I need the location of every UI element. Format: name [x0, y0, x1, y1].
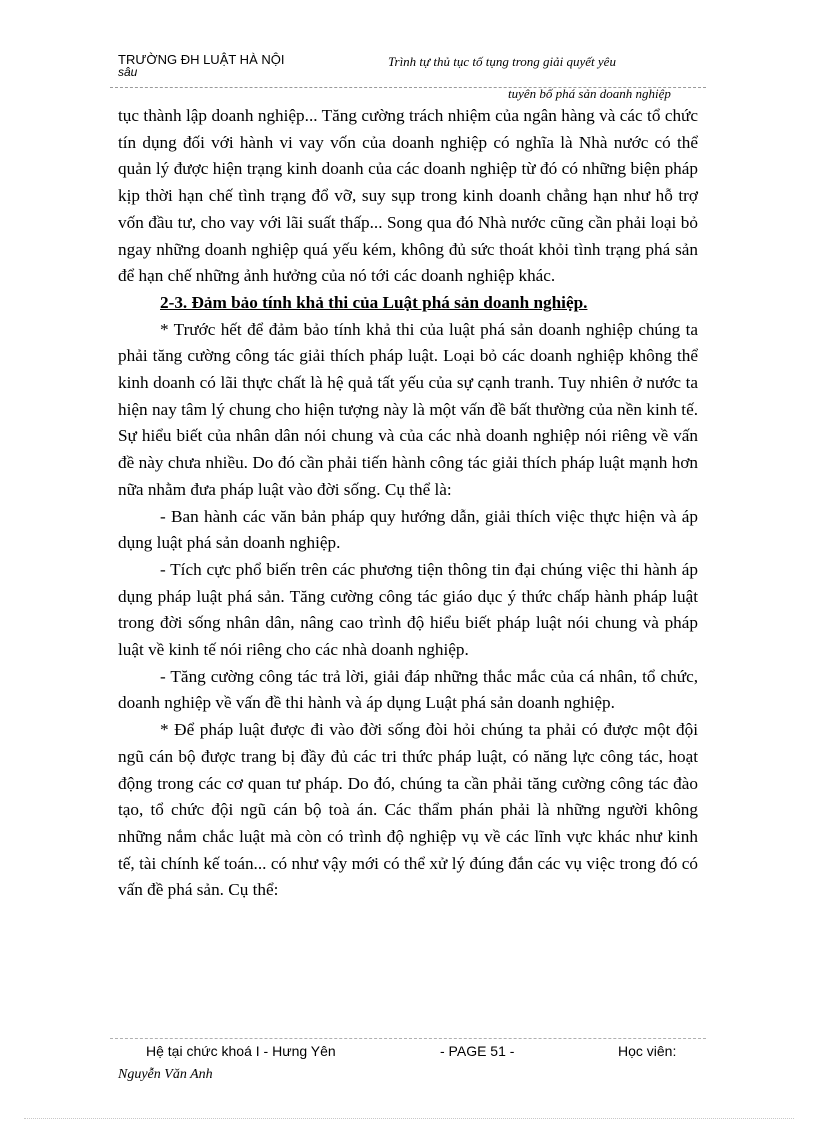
title-line-2: tuyên bố phá sản doanh nghiệp: [508, 86, 671, 101]
paragraph-2: * Trước hết để đảm bảo tính khả thi của luật phá sản doanh nghiệp chúng ta phải tăng cường công tác giải thích pháp luật. Loại bỏ các doanh nghiệp không thể kinh doanh có lãi thực chất là hệ quả tất yếu của sự cạnh tranh. Tuy nhiên ở nước ta hiện nay tâm lý chung cho hiện tượng này là một vấn đề bất thường của nền kinh tế. Sự hiểu biết của nhân dân nói chung và của các nhà doanh nghiệp nói riêng về vấn đề này chưa nhiều. Do đó cần phải tiến hành công tác giải thích pháp luật mạnh hơn nữa nhằm đưa pháp luật vào đời sống. Cụ thể là:: [118, 319, 698, 499]
student-label: Học viên:: [618, 1043, 677, 1059]
header-title: [388, 55, 698, 100]
page-number: - PAGE 51 -: [440, 1043, 515, 1059]
paragraph-5: - Tăng cường công tác trả lời, giải đáp những thắc mắc của cá nhân, tổ chức, doanh nghiệp về vấn đề thi hành và áp dụng Luật phá sản doanh nghiệp.: [118, 666, 698, 713]
paragraph-4: - Tích cực phổ biến trên các phương tiện thông tin đại chúng việc thi hành áp dụng pháp luật phá sản. Tăng cường công tác giáo dục ý thức chấp hành pháp luật trong đời sống nhân dân, nâng cao trình độ hiểu biết pháp luật nói chung và pháp luật về kinh tế nói riêng cho các nhà doanh nghiệp.: [118, 559, 698, 660]
paragraph-1: tục thành lập doanh nghiệp... Tăng cường trách nhiệm của ngân hàng và các tổ chức tín dụng đối với hành vi vay vốn của doanh nghiệp có nghĩa là Nhà nước có thể quản lý được hiện trạng kinh doanh của các doanh nghiệp từ đó có những biện pháp kịp thời hạn chế tình trạng đổ vỡ, suy sụp trong kinh doanh chẳng hạn như hỗ trợ vốn đầu tư, cho vay với lãi suất thấp... Song qua đó Nhà nước cũng cần phải loại bỏ ngay những doanh nghiệp quá yếu kém, không đủ sức thoát khỏi tình trạng phá sản để hạn chế những ảnh hưởng của nó tới các doanh nghiệp khác.: [118, 106, 698, 286]
section-heading: 2-3. Đảm bảo tính khả thi của Luật phá sản doanh nghiệp.: [160, 292, 588, 312]
header-school: [118, 53, 284, 79]
document-body: [118, 103, 698, 904]
class-info: Hệ tại chức khoá I - Hưng Yên: [146, 1043, 336, 1059]
header-divider: [110, 87, 706, 88]
paragraph-6: * Để pháp luật được đi vào đời sống đòi hỏi chúng ta phải có được một đội ngũ cán bộ được trang bị đầy đủ các tri thức pháp luật, có năng lực công tác, hoạt động trong các cơ quan tư pháp. Do đó, chúng ta cần phải tăng cường công tác đào tạo, tổ chức đội ngũ cán bộ toà án. Các thẩm phán phải là những người không những nắm chắc luật mà còn có trình độ nghiệp vụ về các lĩnh vực khác như kinh tế, tài chính kế toán... có như vậy mới có thể xử lý đúng đắn các vụ việc trong đó có vấn đề phá sản. Cụ thể:: [118, 720, 698, 900]
school-suffix: sâu: [118, 65, 138, 79]
student-name: Nguyễn Văn Anh: [118, 1067, 213, 1082]
footer-divider: [110, 1038, 706, 1039]
page-footer: [118, 1043, 698, 1083]
title-line-1: Trình tự thủ tục tố tụng trong giải quyết yêu: [388, 54, 616, 69]
page-edge: [24, 1118, 794, 1119]
school-name: TRƯỜNG ĐH LUẬT HÀ NỘI: [118, 52, 285, 67]
paragraph-3: - Ban hành các văn bản pháp quy hướng dẫn, giải thích việc thực hiện và áp dụng luật phá sản doanh nghiệp.: [118, 506, 698, 553]
